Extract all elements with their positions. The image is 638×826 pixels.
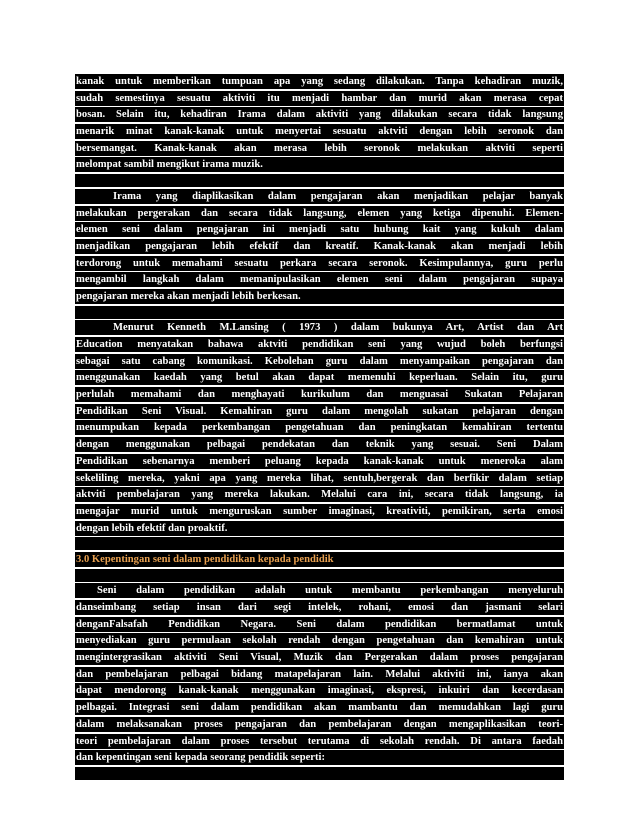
text-line: Seni dalam pendidikan adalah untuk membantu perkembangan menyeluruh <box>75 583 564 598</box>
text-line: dan pembelajaran pelbagai bidang matapelajaran lain. Melalui aktiviti ini, ianya akan <box>76 668 563 680</box>
text-line: bersemangat. Kanak-kanak akan merasa lebih seronok melakukan aktviti seperti <box>76 142 563 154</box>
text-line: melakukan pergerakan dan secara tidak langsung, elemen yang ketiga dipenuhi. Elemen- <box>76 207 563 219</box>
text-line: perlulah memahami dan menghayati kurikulum dan menguasai Sukatan Pelajaran <box>76 389 563 401</box>
text-line: pengajaran mereka akan menjadi lebih berkesan. <box>75 289 564 304</box>
text-line: Pendidikan Seni Visual. Kemahiran guru dalam mengolah sukatan pelajaran dengan <box>76 405 563 417</box>
text-line: mengajar murid untuk menguruskan sumber imaginasi, kreativiti, pemikiran, serta emosi <box>76 505 563 517</box>
text-line: danseimbang setiap insan dari segi intelek, rohani, emosi dan jasmani selari <box>76 602 563 613</box>
text-line: Pendidikan sebenarnya memberi peluang kepada kanak-kanak untuk meneroka alam <box>76 455 563 467</box>
text-line: dan kepentingan seni kepada seorang pendidik seperti: <box>75 750 564 765</box>
blank-line <box>75 306 564 319</box>
document-page <box>75 74 564 782</box>
text-line: Menurut Kenneth M.Lansing ( 1973 ) dalam bukunya Art, Artist dan Art <box>75 320 564 335</box>
text-line: menumpukan kepada perkembangan pengetahuan dan peningkatan kemahiran tertentu <box>76 422 563 434</box>
text-line: bosan. Selain itu, kehadiran Irama dalam aktiviti yang dilakukan secara tidak langsung <box>76 109 563 121</box>
text-line: teori pembelajaran dalam proses tersebut terutama di sekolah rendah. Di antara faedah <box>76 735 563 747</box>
text-line: sudah semestinya sesuatu aktiviti itu menjadi hambar dan murid akan merasa cepat <box>76 92 563 104</box>
text-line: menjadikan pengajaran lebih efektif dan kreatif. Kanak-kanak akan menjadi lebih <box>76 240 563 252</box>
text-line: mengintergrasikan aktiviti Seni Visual, Muzik dan Pergerakan dalam proses pengajaran <box>76 652 563 664</box>
text-line: denganFalsafah Pendidikan Negara. Seni dalam pendidikan bermatlamat untuk <box>76 618 563 630</box>
paragraph-4 <box>75 583 564 765</box>
text-line: mengambil langkah dalam memanipulasikan elemen seni dalam pengajaran supaya <box>76 274 563 286</box>
text-line: Education menyatakan bahawa aktviti pendidikan seni yang wujud boleh berfungsi <box>76 339 563 350</box>
text-line: melompat sambil mengikut irama muzik. <box>75 157 564 172</box>
paragraph-3 <box>75 320 564 535</box>
text-line: sebagai satu cabang komunikasi. Kebolehan guru dalam menyampaikan pengajaran dan <box>76 355 563 367</box>
text-line: kanak untuk memberikan tumpuan apa yang sedang dilakukan. Tanpa kehadiran muzik, <box>76 76 563 87</box>
text-line: menarik minat kanak-kanak untuk menyertai sesuatu aktviti dengan lebih seronok dan <box>76 126 563 138</box>
paragraph-2 <box>75 189 564 304</box>
blank-line <box>75 174 564 187</box>
text-line: sekeliling mereka, yakni apa yang mereka lihat, sentuh,bergerak dan berfikir dalam setiap <box>76 472 563 484</box>
blank-line <box>75 569 564 582</box>
text-line: dengan lebih efektif dan proaktif. <box>75 521 564 536</box>
paragraph-1 <box>75 74 564 172</box>
text-line: dengan menggunakan pelbagai pendekatan dan teknik yang sesuai. Seni Dalam <box>76 439 563 451</box>
text-line: aktviti pembelajaran yang mereka lakukan. Melalui cara ini, secara tidak langsung, ia <box>76 489 563 501</box>
text-line: terdorong untuk memahami sesuatu perkara secara seronok. Kesimpulannya, guru perlu <box>76 257 563 269</box>
text-line: menyediakan guru permulaan sekolah rendah dengan pengetahuan dan kemahiran untuk <box>76 635 563 647</box>
blank-line <box>75 767 564 780</box>
text-line: dapat mendorong kanak-kanak menggunakan imaginasi, ekspresi, inkuiri dan kecerdasan <box>76 685 563 697</box>
blank-line <box>75 537 564 550</box>
text-line: dalam melaksanakan proses pengajaran dan pembelajaran dengan mengaplikasikan teori- <box>76 718 563 730</box>
section-heading: 3.0 Kepentingan seni dalam pendidikan kepada pendidik <box>75 552 564 567</box>
text-line: pelbagai. Integrasi seni dalam pendidikan akan mambantu dan memudahkan lagi guru <box>76 702 563 714</box>
text-line: Irama yang diaplikasikan dalam pengajaran akan menjadikan pelajar banyak <box>75 189 564 204</box>
text-line: elemen seni dalam pengajaran ini menjadi satu hubung kait yang kukuh dalam <box>76 224 563 236</box>
text-line: menggunakan kaedah yang betul akan dapat memenuhi keperluan. Selain itu, guru <box>76 372 563 384</box>
